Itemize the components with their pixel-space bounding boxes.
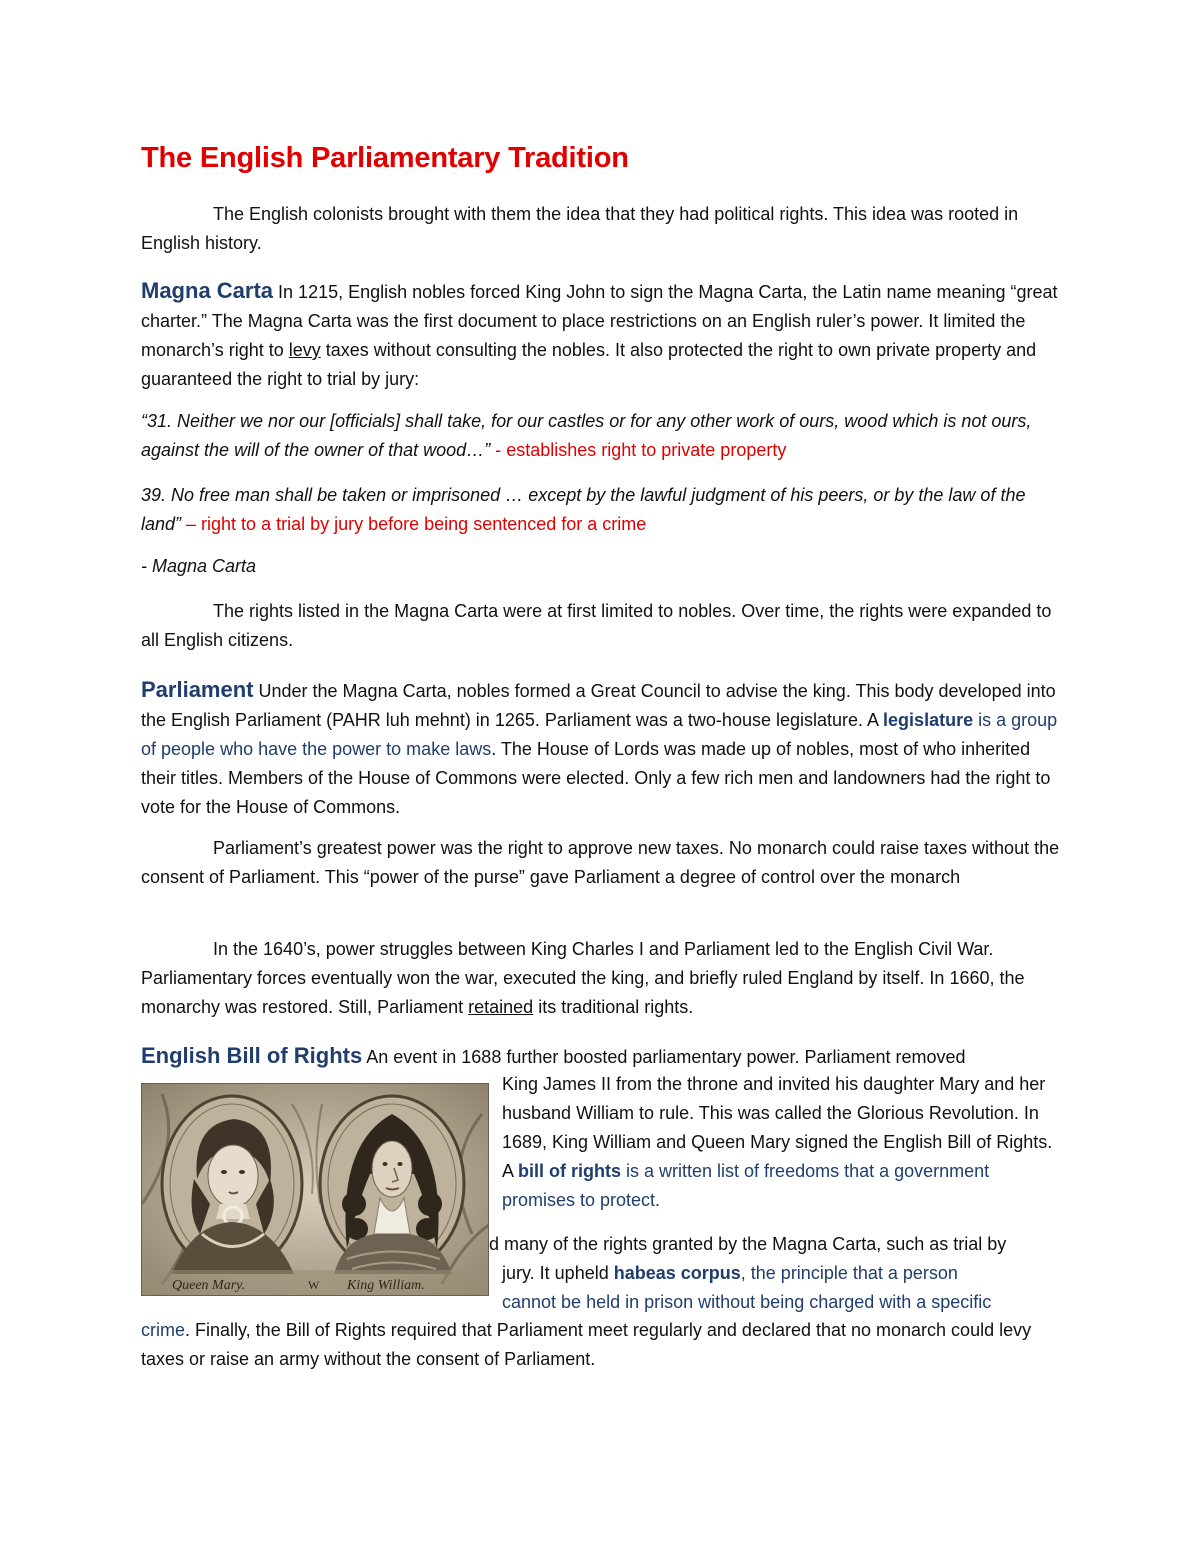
intro-paragraph	[141, 200, 1061, 258]
magna-carta-text-1: In 1215, English nobles forced King John to sign the Magna Carta, the Latin name meaning “great charter.” The Magna Carta was the first document to place restrictions on an English ruler’s power. It limited the monarch’s right to	[141, 282, 1058, 360]
purse-paragraph	[141, 834, 1061, 892]
bill-of-rights-wrapped-2-line-3	[502, 1288, 1062, 1317]
quote-39: 39. No free man shall be taken or imprisoned … except by the lawful judgment of his peers, or by the law of the land”	[141, 485, 1026, 534]
legislature-definition: is a group of people who have the power to make laws	[141, 710, 1058, 759]
bill-of-rights-term: bill of rights	[518, 1161, 622, 1181]
page-title: The English Parliamentary Tradition	[141, 142, 629, 174]
quote-31-note: - establishes right to private property	[490, 440, 787, 460]
magna-carta-heading: Magna Carta	[141, 278, 274, 303]
bill-of-rights-wrapped-1	[502, 1070, 1062, 1215]
bill-wrap-text-2a: d many of the rights granted by the Magna Carta, such as trial by	[489, 1234, 1007, 1254]
habeas-corpus-definition-3: crime	[141, 1320, 185, 1340]
bill-of-rights-wrapped-2-line-1	[489, 1230, 1069, 1259]
parliament-text-1: Under the Magna Carta, nobles formed a Great Council to advise the king. This body developed into the English Parliament (PAHR luh mehnt) in 1265. Parliament was a two-house legislature. A	[141, 681, 1056, 730]
civil-war-text-1: In the 1640’s, power struggles between King Charles I and Parliament led to the English Civil War. Parliamentary forces eventually won the war, executed the king, and briefly ruled England by itself. In 1660, the monarchy was restored. Still, Parliament	[141, 939, 1025, 1017]
magna-expanded-text: The rights listed in the Magna Carta were at first limited to nobles. Over time, the rights were expanded to all English citizens.	[141, 601, 1052, 650]
bill-final-text: . Finally, the Bill of Rights required that Parliament meet regularly and declared that no monarch could levy taxes or raise an army without the consent of Parliament.	[141, 1320, 1032, 1369]
quote-39-note: – right to a trial by jury before being sentenced for a crime	[181, 514, 647, 534]
habeas-corpus-definition-1: , the principle that a person	[740, 1263, 958, 1283]
habeas-corpus-definition-2: cannot be held in prison without being charged with a specific	[502, 1292, 992, 1312]
parliament-heading: Parliament	[141, 677, 254, 702]
queen-mary-king-william-portrait	[141, 1083, 489, 1296]
bill-of-rights-line-1: An event in 1688 further boosted parliamentary power. Parliament removed	[362, 1047, 966, 1067]
magna-carta-paragraph	[141, 276, 1061, 394]
purse-text: Parliament’s greatest power was the right to approve new taxes. No monarch could raise taxes without the consent of Parliament. This “power of the purse” gave Parliament a degree of control over the monarch	[141, 838, 1060, 887]
parliament-paragraph	[141, 675, 1061, 822]
habeas-corpus-term: habeas corpus	[613, 1263, 741, 1283]
caption-queen-mary: Queen Mary.	[172, 1278, 246, 1293]
portrait-engraving	[142, 1084, 489, 1296]
quote-source: - Magna Carta	[141, 556, 257, 576]
magna-carta-text-2: taxes without consulting the nobles. It also protected the right to own private property and guaranteed the right to trial by jury:	[141, 340, 1037, 389]
caption-middle: W	[308, 1278, 320, 1292]
legislature-term: legislature	[883, 710, 974, 730]
quote-31: “31. Neither we nor our [officials] shall take, for our castles or for any other work of ours, wood which is not ours, against the will of the owner of that wood…”	[141, 411, 1032, 460]
magna-expanded-paragraph	[141, 597, 1061, 655]
caption-king-william: King William.	[347, 1278, 425, 1293]
quote-31-paragraph	[141, 407, 1061, 465]
bill-of-rights-final	[141, 1316, 1061, 1374]
quote-39-paragraph	[141, 481, 1061, 539]
intro-text: The English colonists brought with them the idea that they had political rights. This idea was rooted in English history.	[141, 204, 1019, 253]
bill-of-rights-first-line	[141, 1041, 1061, 1072]
levy-term: levy	[288, 340, 321, 360]
bill-wrap-text-1: King James II from the throne and invited his daughter Mary and her husband William to rule. This was called the Glorious Revolution. In 1689, King William and Queen Mary signed the English Bill of Rights. A	[502, 1074, 1053, 1181]
parliament-text-2: . The House of Lords was made up of nobles, most of who inherited their titles. Members of the House of Commons were elected. Only a few rich men and landowners had the right to vote for the House of Commons.	[141, 739, 1051, 817]
bill-of-rights-heading: English Bill of Rights	[141, 1043, 363, 1068]
bill-wrap-text-2b: jury. It upheld	[502, 1263, 614, 1283]
civil-war-paragraph	[141, 935, 1061, 1022]
retained-term: retained	[468, 997, 534, 1017]
bill-of-rights-definition: is a written list of freedoms that a government promises to protect.	[502, 1161, 990, 1210]
bill-of-rights-wrapped-2-line-2	[502, 1259, 1062, 1288]
civil-war-text-2: its traditional rights.	[533, 997, 694, 1017]
